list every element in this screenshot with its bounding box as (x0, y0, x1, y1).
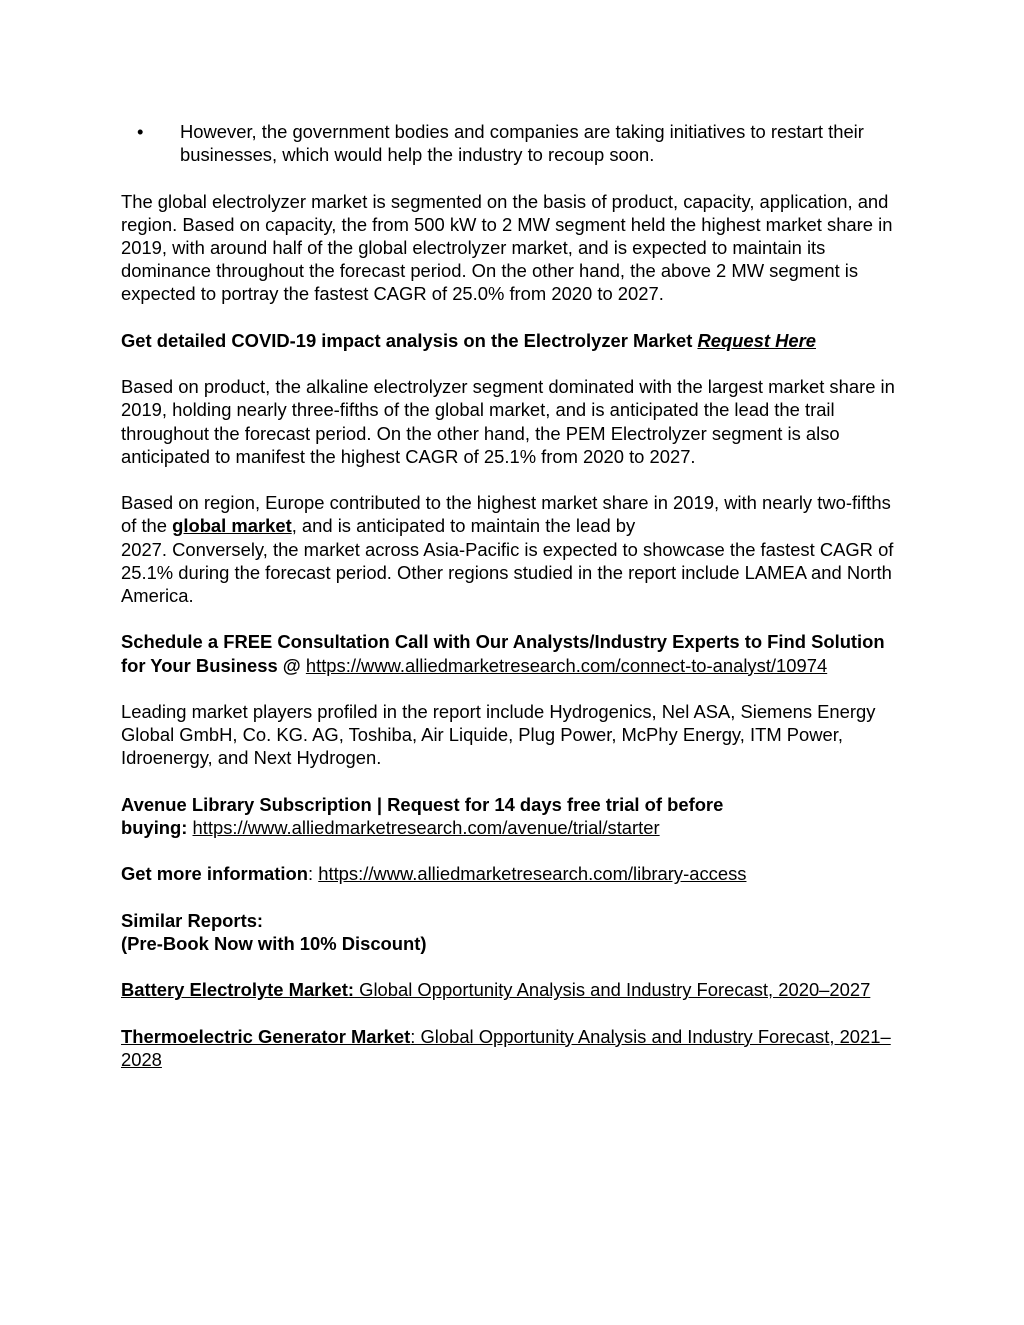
document-page (121, 120, 911, 1094)
bullet-text: However, the government bodies and companies are taking initiatives to restart their businesses, which would help the industry to recoup soon. (180, 121, 864, 166)
library-access-link[interactable]: https://www.alliedmarketresearch.com/library-access (318, 863, 747, 885)
report-link-battery[interactable] (121, 978, 911, 1001)
consultation-text: Schedule a FREE Consultation Call with Our Analysts/Industry Experts to Find Solution for Your Business @ (121, 631, 885, 676)
avenue-callout (121, 793, 911, 839)
bullet-icon: • (137, 121, 144, 142)
region-text-rest: 2027. Conversely, the market across Asia-Pacific is expected to showcase the fastest CAGR of 25.1% during the forecast period. Other regions studied in the report include LAMEA and North America. (121, 538, 894, 606)
paragraph-players: Leading market players profiled in the report include Hydrogenics, Nel ASA, Siemens Energy Global GmbH, Co. KG. AG, Toshiba, Air Liquide, Plug Power, McPhy Energy, ITM Power, Idroenergy, and Next Hydrogen. (121, 700, 876, 769)
report-description[interactable]: : Global Opportunity Analysis and Industry Forecast, 2021–2028 (121, 1025, 891, 1070)
report-description[interactable]: Global Opportunity Analysis and Industry Forecast, 2020–2027 (354, 979, 871, 1001)
similar-reports-title: Similar Reports: (121, 909, 264, 931)
consultation-callout (121, 630, 911, 676)
similar-reports-heading (121, 909, 911, 955)
avenue-text-line1: Avenue Library Subscription | Request for 14 days free trial of before (121, 793, 724, 815)
more-info-separator: : (308, 863, 319, 885)
prebook-discount-note: (Pre-Book Now with 10% Discount) (121, 932, 427, 954)
avenue-trial-link[interactable]: https://www.alliedmarketresearch.com/avenue/trial/starter (192, 816, 660, 838)
region-text-before: Based on region, Europe contributed to the highest market share in 2019, with nearly two-fifths of the (121, 492, 891, 537)
covid-callout-text: Get detailed COVID-19 impact analysis on the Electrolyzer Market (121, 329, 698, 351)
report-title[interactable]: Thermoelectric Generator Market (121, 1025, 411, 1047)
report-link-thermoelectric[interactable] (121, 1025, 911, 1071)
paragraph-product: Based on product, the alkaline electrolyzer segment dominated with the largest market share in 2019, holding nearly three-fifths of the global market, and is anticipated the lead the trail throughout the forecast period. On the other hand, the PEM Electrolyzer segment is also anticipated to manifest the highest CAGR of 25.1% from 2020 to 2027. (121, 376, 895, 467)
avenue-text-line2: buying: (121, 816, 193, 838)
region-text-after: , and is anticipated to maintain the lead by (291, 515, 636, 537)
report-title[interactable]: Battery Electrolyte Market: (121, 979, 355, 1001)
paragraph-capacity: The global electrolyzer market is segmented on the basis of product, capacity, application, and region. Based on capacity, the from 500 kW to 2 MW segment held the highest market share in 2019, with around half of the global electrolyzer market, and is expected to maintain its dominance throughout the forecast period. On the other hand, the above 2 MW segment is expected to portray the fastest CAGR of 25.0% from 2020 to 2027. (121, 190, 893, 305)
paragraph-region (121, 491, 911, 607)
global-market-link[interactable]: global market (172, 515, 292, 537)
consultation-link[interactable]: https://www.alliedmarketresearch.com/connect-to-analyst/10974 (305, 654, 828, 676)
request-here-link[interactable]: Request Here (697, 329, 816, 351)
covid-callout (121, 329, 911, 352)
more-info-callout (121, 862, 911, 885)
more-info-label: Get more information (121, 863, 308, 885)
bullet-item (121, 120, 911, 166)
